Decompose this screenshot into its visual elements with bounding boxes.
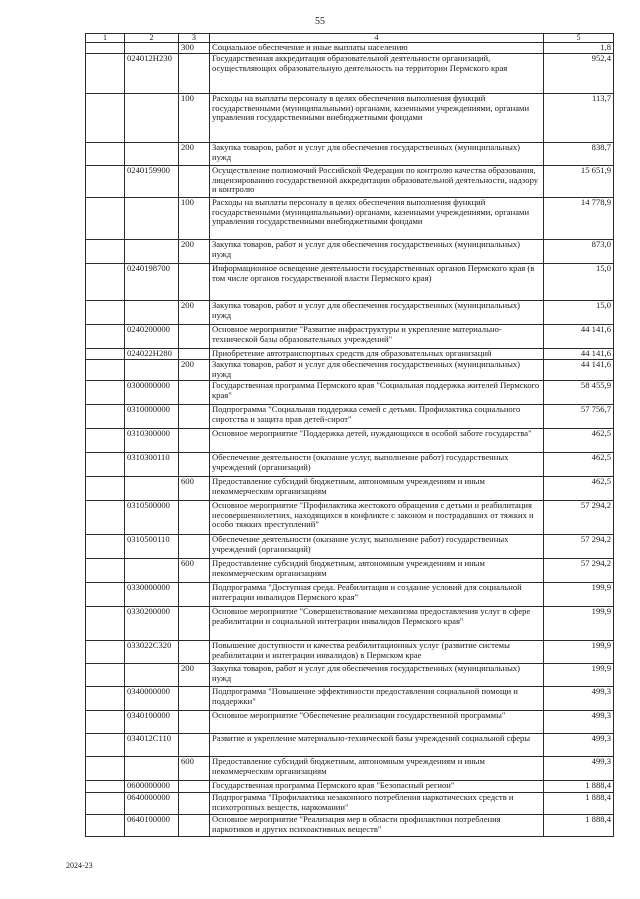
table-row xyxy=(86,734,614,757)
cell-item-name: Предоставление субсидий бюджетным, автономным учреждениям и иным некоммерческим организациям xyxy=(210,477,544,501)
cell-amount: 57 294,2 xyxy=(544,535,614,559)
table-row xyxy=(86,559,614,583)
cell-item-name: Основное мероприятие "Совершенствование механизма предоставления услуг в сфере реабилитации и социальной интеграции инвалидов Пермского края" xyxy=(210,607,544,641)
cell-target-code: 033022С320 xyxy=(125,641,179,664)
table-header-row xyxy=(86,34,614,43)
cell-target-code: 0310500000 xyxy=(125,501,179,535)
cell-target-code: 0640000000 xyxy=(125,793,179,815)
cell-amount: 838,7 xyxy=(544,143,614,166)
cell-blank xyxy=(86,477,125,501)
cell-item-name: Расходы на выплаты персоналу в целях обеспечения выполнения функций государственными (муниципальными) органами, казенными учреждениями, органами управления государственными внебюджетными фондами xyxy=(210,94,544,143)
cell-blank xyxy=(86,143,125,166)
cell-item-name: Расходы на выплаты персоналу в целях обеспечения выполнения функций государственными (муниципальными) органами, казенными учреждениями, органами управления государственными внебюджетными фондами xyxy=(210,198,544,240)
cell-item-name: Подпрограмма "Доступная среда. Реабилитация и создание условий для социальной интеграции инвалидов Пермского края" xyxy=(210,583,544,607)
cell-blank xyxy=(86,711,125,734)
table-row xyxy=(86,429,614,453)
cell-item-name: Основное мероприятие "Обеспечение реализации государственной программы" xyxy=(210,711,544,734)
cell-blank xyxy=(86,349,125,360)
cell-item-name: Закупка товаров, работ и услуг для обеспечения государственных (муниципальных) нужд xyxy=(210,143,544,166)
cell-amount: 57 756,7 xyxy=(544,405,614,429)
cell-item-name: Обеспечение деятельности (оказание услуг, выполнение работ) государственных учреждений (организаций) xyxy=(210,453,544,477)
cell-expense-type xyxy=(179,453,210,477)
cell-target-code xyxy=(125,301,179,325)
table-row xyxy=(86,198,614,240)
cell-expense-type: 100 xyxy=(179,198,210,240)
cell-amount: 952,4 xyxy=(544,54,614,94)
cell-blank xyxy=(86,405,125,429)
cell-blank xyxy=(86,607,125,641)
cell-expense-type: 200 xyxy=(179,360,210,381)
cell-target-code: 0330000000 xyxy=(125,583,179,607)
table-row xyxy=(86,349,614,360)
cell-blank xyxy=(86,240,125,264)
table-row xyxy=(86,607,614,641)
cell-item-name: Закупка товаров, работ и услуг для обеспечения государственных (муниципальных) нужд xyxy=(210,360,544,381)
table-row xyxy=(86,166,614,198)
cell-blank xyxy=(86,757,125,781)
cell-target-code: 0340100000 xyxy=(125,711,179,734)
cell-item-name: Государственная программа Пермского края "Социальная поддержка жителей Пермского края" xyxy=(210,381,544,405)
cell-amount: 462,5 xyxy=(544,429,614,453)
cell-expense-type xyxy=(179,583,210,607)
table-row xyxy=(86,711,614,734)
cell-amount: 199,9 xyxy=(544,607,614,641)
cell-amount: 1,8 xyxy=(544,43,614,54)
cell-expense-type: 300 xyxy=(179,43,210,54)
table-row xyxy=(86,43,614,54)
table-row xyxy=(86,535,614,559)
cell-target-code: 0240200000 xyxy=(125,325,179,349)
cell-target-code xyxy=(125,94,179,143)
cell-amount: 57 294,2 xyxy=(544,559,614,583)
table-row xyxy=(86,815,614,837)
cell-item-name: Осуществление полномочий Российской Федерации по контролю качества образования, лицензированию государственной аккредитации образовательной деятельности, надзору и контролю xyxy=(210,166,544,198)
table-body xyxy=(86,43,614,837)
cell-target-code: 0310300000 xyxy=(125,429,179,453)
cell-target-code xyxy=(125,43,179,54)
cell-target-code: 024012Н230 xyxy=(125,54,179,94)
cell-item-name: Предоставление субсидий бюджетным, автономным учреждениям и иным некоммерческим организациям xyxy=(210,559,544,583)
table-row xyxy=(86,325,614,349)
cell-amount: 15,0 xyxy=(544,301,614,325)
cell-expense-type: 600 xyxy=(179,757,210,781)
cell-expense-type xyxy=(179,815,210,837)
table-row xyxy=(86,301,614,325)
cell-amount: 58 455,9 xyxy=(544,381,614,405)
cell-amount: 113,7 xyxy=(544,94,614,143)
page-number: 55 xyxy=(315,16,325,27)
table-row xyxy=(86,240,614,264)
table-row xyxy=(86,54,614,94)
cell-blank xyxy=(86,687,125,711)
cell-amount: 1 888,4 xyxy=(544,793,614,815)
cell-expense-type xyxy=(179,607,210,641)
cell-expense-type xyxy=(179,687,210,711)
cell-target-code: 0240198700 xyxy=(125,264,179,301)
cell-target-code xyxy=(125,477,179,501)
table-row xyxy=(86,664,614,687)
cell-item-name: Основное мероприятие "Реализация мер в области профилактики потребления наркотиков и других психоактивных веществ" xyxy=(210,815,544,837)
cell-target-code: 0300000000 xyxy=(125,381,179,405)
cell-item-name: Повышение доступности и качества реабилитационных услуг (развитие системы реабилитации и интеграции инвалидов) в Пермском крае xyxy=(210,641,544,664)
cell-expense-type xyxy=(179,54,210,94)
table-row xyxy=(86,94,614,143)
cell-target-code: 0310300110 xyxy=(125,453,179,477)
cell-blank xyxy=(86,198,125,240)
cell-amount: 873,0 xyxy=(544,240,614,264)
cell-blank xyxy=(86,583,125,607)
cell-expense-type: 100 xyxy=(179,94,210,143)
footer-document-code: 2024-23 xyxy=(66,861,93,870)
cell-target-code xyxy=(125,198,179,240)
table-row xyxy=(86,687,614,711)
cell-target-code: 0240159900 xyxy=(125,166,179,198)
table-row xyxy=(86,360,614,381)
header-col-3: 3 xyxy=(179,34,210,43)
cell-blank xyxy=(86,535,125,559)
cell-blank xyxy=(86,325,125,349)
cell-target-code: 0330200000 xyxy=(125,607,179,641)
table-row xyxy=(86,501,614,535)
cell-item-name: Информационное освещение деятельности государственных органов Пермского края (в том числе органов государственной власти Пермского края) xyxy=(210,264,544,301)
cell-expense-type xyxy=(179,264,210,301)
cell-item-name: Предоставление субсидий бюджетным, автономным учреждениям и иным некоммерческим организациям xyxy=(210,757,544,781)
table-row xyxy=(86,477,614,501)
cell-amount: 44 141,6 xyxy=(544,360,614,381)
cell-item-name: Государственная аккредитация образовательной деятельности организаций, осуществляющих образовательную деятельность на территории Пермского края xyxy=(210,54,544,94)
header-col-5: 5 xyxy=(544,34,614,43)
cell-expense-type: 600 xyxy=(179,477,210,501)
table-row xyxy=(86,453,614,477)
cell-target-code: 0310500110 xyxy=(125,535,179,559)
table-row xyxy=(86,781,614,793)
cell-amount: 462,5 xyxy=(544,453,614,477)
cell-target-code: 0640100000 xyxy=(125,815,179,837)
cell-amount: 57 294,2 xyxy=(544,501,614,535)
budget-table xyxy=(85,33,614,837)
cell-amount: 44 141,6 xyxy=(544,325,614,349)
cell-blank xyxy=(86,734,125,757)
cell-expense-type xyxy=(179,381,210,405)
table-row xyxy=(86,583,614,607)
header-col-2: 2 xyxy=(125,34,179,43)
cell-target-code xyxy=(125,664,179,687)
cell-target-code: 0600000000 xyxy=(125,781,179,793)
cell-amount: 1 888,4 xyxy=(544,815,614,837)
cell-blank xyxy=(86,166,125,198)
cell-blank xyxy=(86,793,125,815)
cell-amount: 199,9 xyxy=(544,664,614,687)
cell-item-name: Подпрограмма "Социальная поддержка семей с детьми. Профилактика социального сиротства и защита прав детей-сирот" xyxy=(210,405,544,429)
cell-target-code: 0340000000 xyxy=(125,687,179,711)
cell-blank xyxy=(86,381,125,405)
cell-blank xyxy=(86,429,125,453)
cell-expense-type xyxy=(179,535,210,559)
cell-amount: 15,0 xyxy=(544,264,614,301)
cell-expense-type: 200 xyxy=(179,664,210,687)
cell-target-code xyxy=(125,240,179,264)
cell-expense-type: 600 xyxy=(179,559,210,583)
cell-expense-type: 200 xyxy=(179,240,210,264)
cell-blank xyxy=(86,641,125,664)
cell-blank xyxy=(86,360,125,381)
cell-blank xyxy=(86,43,125,54)
cell-target-code: 034012С110 xyxy=(125,734,179,757)
cell-item-name: Подпрограмма "Повышение эффективности предоставления социальной помощи и поддержки" xyxy=(210,687,544,711)
cell-amount: 1 888,4 xyxy=(544,781,614,793)
cell-blank xyxy=(86,501,125,535)
cell-expense-type xyxy=(179,711,210,734)
cell-blank xyxy=(86,781,125,793)
cell-target-code xyxy=(125,143,179,166)
table-row xyxy=(86,793,614,815)
cell-amount: 44 141,6 xyxy=(544,349,614,360)
cell-item-name: Закупка товаров, работ и услуг для обеспечения государственных (муниципальных) нужд xyxy=(210,664,544,687)
cell-target-code xyxy=(125,559,179,583)
cell-amount: 14 778,9 xyxy=(544,198,614,240)
cell-amount: 499,3 xyxy=(544,711,614,734)
cell-target-code: 024022Н280 xyxy=(125,349,179,360)
cell-target-code: 0310000000 xyxy=(125,405,179,429)
cell-item-name: Основное мероприятие "Поддержка детей, нуждающихся в особой заботе государства" xyxy=(210,429,544,453)
cell-item-name: Основное мероприятие "Развитие инфраструктуры и укрепление материально-технической базы образовательных учреждений" xyxy=(210,325,544,349)
cell-expense-type: 200 xyxy=(179,143,210,166)
table-row xyxy=(86,143,614,166)
cell-amount: 15 651,9 xyxy=(544,166,614,198)
cell-amount: 199,9 xyxy=(544,641,614,664)
cell-item-name: Закупка товаров, работ и услуг для обеспечения государственных (муниципальных) нужд xyxy=(210,301,544,325)
cell-expense-type xyxy=(179,641,210,664)
cell-blank xyxy=(86,453,125,477)
cell-blank xyxy=(86,559,125,583)
cell-target-code xyxy=(125,360,179,381)
cell-expense-type xyxy=(179,501,210,535)
cell-item-name: Социальное обеспечение и иные выплаты населению xyxy=(210,43,544,54)
cell-item-name: Приобретение автотранспортных средств для образовательных организаций xyxy=(210,349,544,360)
cell-expense-type xyxy=(179,166,210,198)
cell-blank xyxy=(86,94,125,143)
cell-amount: 499,3 xyxy=(544,734,614,757)
cell-amount: 199,9 xyxy=(544,583,614,607)
cell-amount: 499,3 xyxy=(544,687,614,711)
cell-amount: 462,5 xyxy=(544,477,614,501)
cell-expense-type xyxy=(179,405,210,429)
cell-item-name: Обеспечение деятельности (оказание услуг, выполнение работ) государственных учреждений (организаций) xyxy=(210,535,544,559)
cell-target-code xyxy=(125,757,179,781)
header-col-1: 1 xyxy=(86,34,125,43)
cell-expense-type: 200 xyxy=(179,301,210,325)
cell-expense-type xyxy=(179,734,210,757)
cell-item-name: Основное мероприятие "Профилактика жестокого обращения с детьми и реабилитация несовершеннолетних, находящихся в конфликте с законом и пострадавших от тяжких и особо тяжких преступлений" xyxy=(210,501,544,535)
table-row xyxy=(86,264,614,301)
cell-blank xyxy=(86,54,125,94)
cell-expense-type xyxy=(179,793,210,815)
cell-item-name: Подпрограмма "Профилактика незаконного потребления наркотических средств и психотропных веществ, наркомании" xyxy=(210,793,544,815)
cell-expense-type xyxy=(179,429,210,453)
table-row xyxy=(86,641,614,664)
cell-blank xyxy=(86,664,125,687)
cell-blank xyxy=(86,301,125,325)
cell-blank xyxy=(86,264,125,301)
cell-amount: 499,3 xyxy=(544,757,614,781)
cell-item-name: Государственная программа Пермского края "Безопасный регион" xyxy=(210,781,544,793)
cell-item-name: Закупка товаров, работ и услуг для обеспечения государственных (муниципальных) нужд xyxy=(210,240,544,264)
cell-blank xyxy=(86,815,125,837)
table-row xyxy=(86,381,614,405)
cell-expense-type xyxy=(179,781,210,793)
cell-expense-type xyxy=(179,325,210,349)
cell-item-name: Развитие и укрепление материально-технической базы учреждений социальной сферы xyxy=(210,734,544,757)
table-row xyxy=(86,757,614,781)
table-row xyxy=(86,405,614,429)
header-col-4: 4 xyxy=(210,34,544,43)
cell-expense-type xyxy=(179,349,210,360)
